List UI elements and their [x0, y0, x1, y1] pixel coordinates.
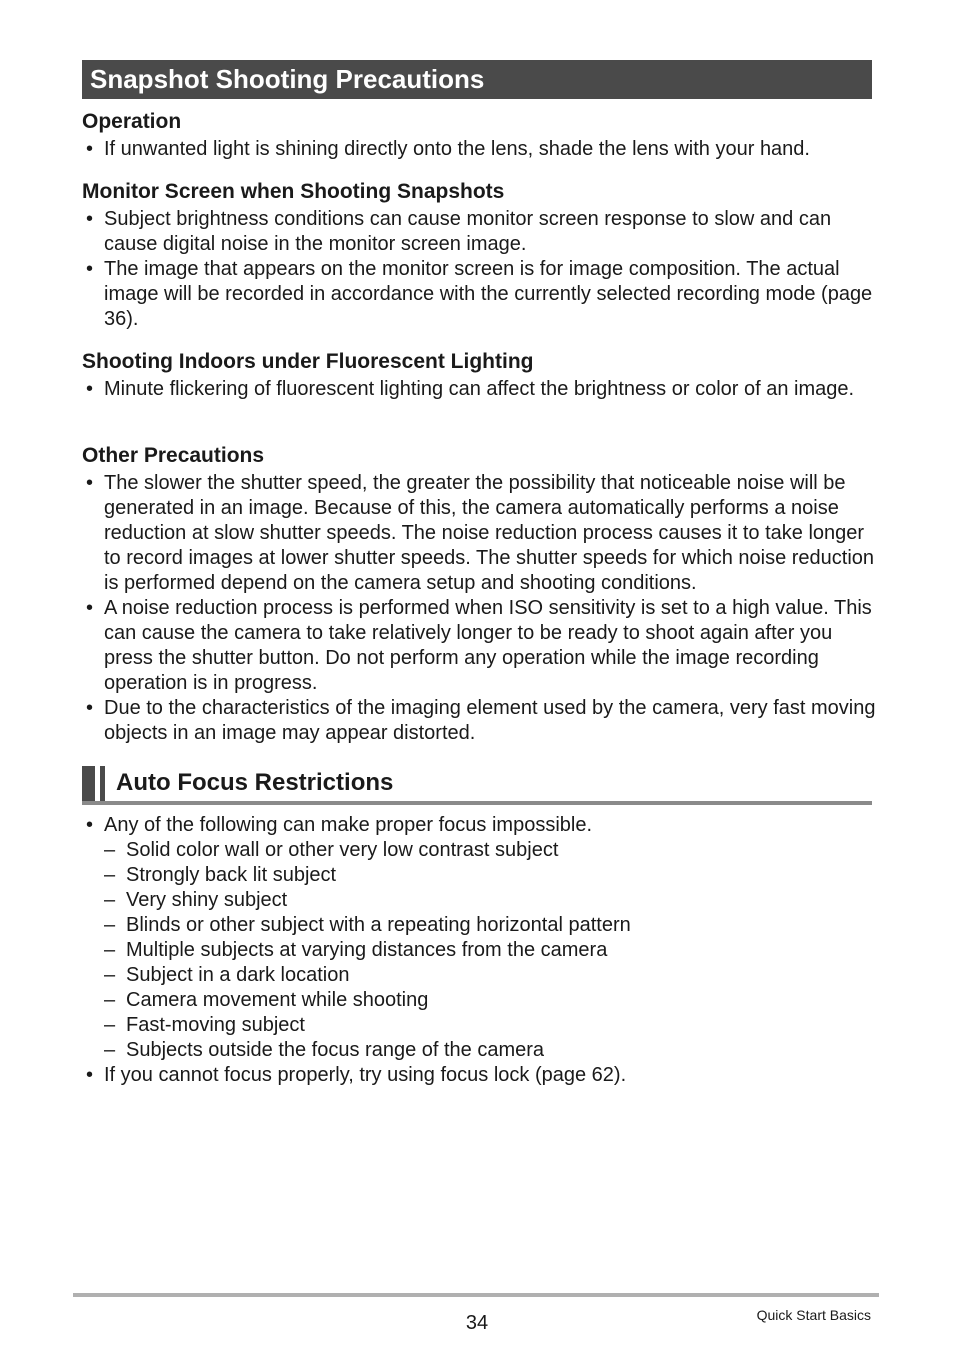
operation-section [82, 109, 882, 162]
section-heading: Shooting Indoors under Fluorescent Lighting [82, 350, 534, 373]
list-item: – Very shiny subject [104, 888, 882, 913]
bullet-list [82, 377, 882, 402]
list-item: • Minute flickering of fluorescent lighting can affect the brightness or color of an image. [82, 377, 882, 402]
list-item: • A noise reduction process is performed when ISO sensitivity is set to a high value. This can cause the camera to take relatively longer to be ready to shoot again after you press the shutter button. Do not perform any operation while the image recording operation is in progress. [82, 596, 882, 696]
list-item: – Multiple subjects at varying distances from the camera [104, 938, 882, 963]
list-item: – Subject in a dark location [104, 963, 882, 988]
footer-divider [73, 1293, 879, 1297]
auto-focus-section [82, 813, 882, 1088]
bullet-list [82, 137, 882, 162]
list-item: • Subject brightness conditions can cause monitor screen response to slow and can cause digital noise in the monitor screen image. [82, 207, 882, 257]
list-item: – Strongly back lit subject [104, 863, 882, 888]
bullet-list [82, 813, 882, 1088]
other-precautions-section [82, 443, 882, 746]
section-heading: Other Precautions [82, 444, 265, 467]
page-number: 34 [465, 1312, 489, 1334]
list-item: • The slower the shutter speed, the greater the possibility that noticeable noise will be generated in an image. Because of this, the camera automatically performs a noise reduction at slow shutter speeds. The noise reduction process causes it to take longer to record images at lower shutter speeds. The shutter speeds for which noise reduction is performed depend on the camera setup and shooting conditions. [82, 471, 882, 596]
footer-section-label: Quick Start Basics [756, 1307, 871, 1323]
monitor-screen-section [82, 179, 882, 332]
list-item: – Solid color wall or other very low contrast subject [104, 838, 882, 863]
list-item: – Camera movement while shooting [104, 988, 882, 1013]
list-item: • Due to the characteristics of the imaging element used by the camera, very fast moving objects in an image may appear distorted. [82, 696, 882, 746]
list-item: – Subjects outside the focus range of the camera [104, 1038, 882, 1063]
page-title: Snapshot Shooting Precautions [90, 64, 485, 94]
list-item: – Fast-moving subject [104, 1013, 882, 1038]
section-banner [82, 60, 872, 99]
section-title: Auto Focus Restrictions [116, 769, 394, 796]
list-item: – Blinds or other subject with a repeating horizontal pattern [104, 913, 882, 938]
bullet-list [82, 471, 882, 746]
section-heading: Monitor Screen when Shooting Snapshots [82, 180, 505, 203]
fluorescent-section [82, 349, 882, 402]
section-banner [82, 766, 872, 806]
banner-accent-bar [100, 766, 105, 803]
list-item: • The image that appears on the monitor screen is for image composition. The actual image will be recorded in accordance with the currently selected recording mode (page 36). [82, 257, 882, 332]
banner-underline [82, 801, 872, 805]
dash-list [104, 838, 882, 1063]
banner-accent-bar [82, 766, 95, 803]
bullet-list [82, 207, 882, 332]
list-item-text: Any of the following can make proper focus impossible. [104, 814, 593, 836]
section-heading: Operation [82, 110, 182, 133]
list-item [82, 813, 882, 1063]
list-item: • If you cannot focus properly, try using focus lock (page 62). [82, 1063, 882, 1088]
list-item: • If unwanted light is shining directly onto the lens, shade the lens with your hand. [82, 137, 882, 162]
